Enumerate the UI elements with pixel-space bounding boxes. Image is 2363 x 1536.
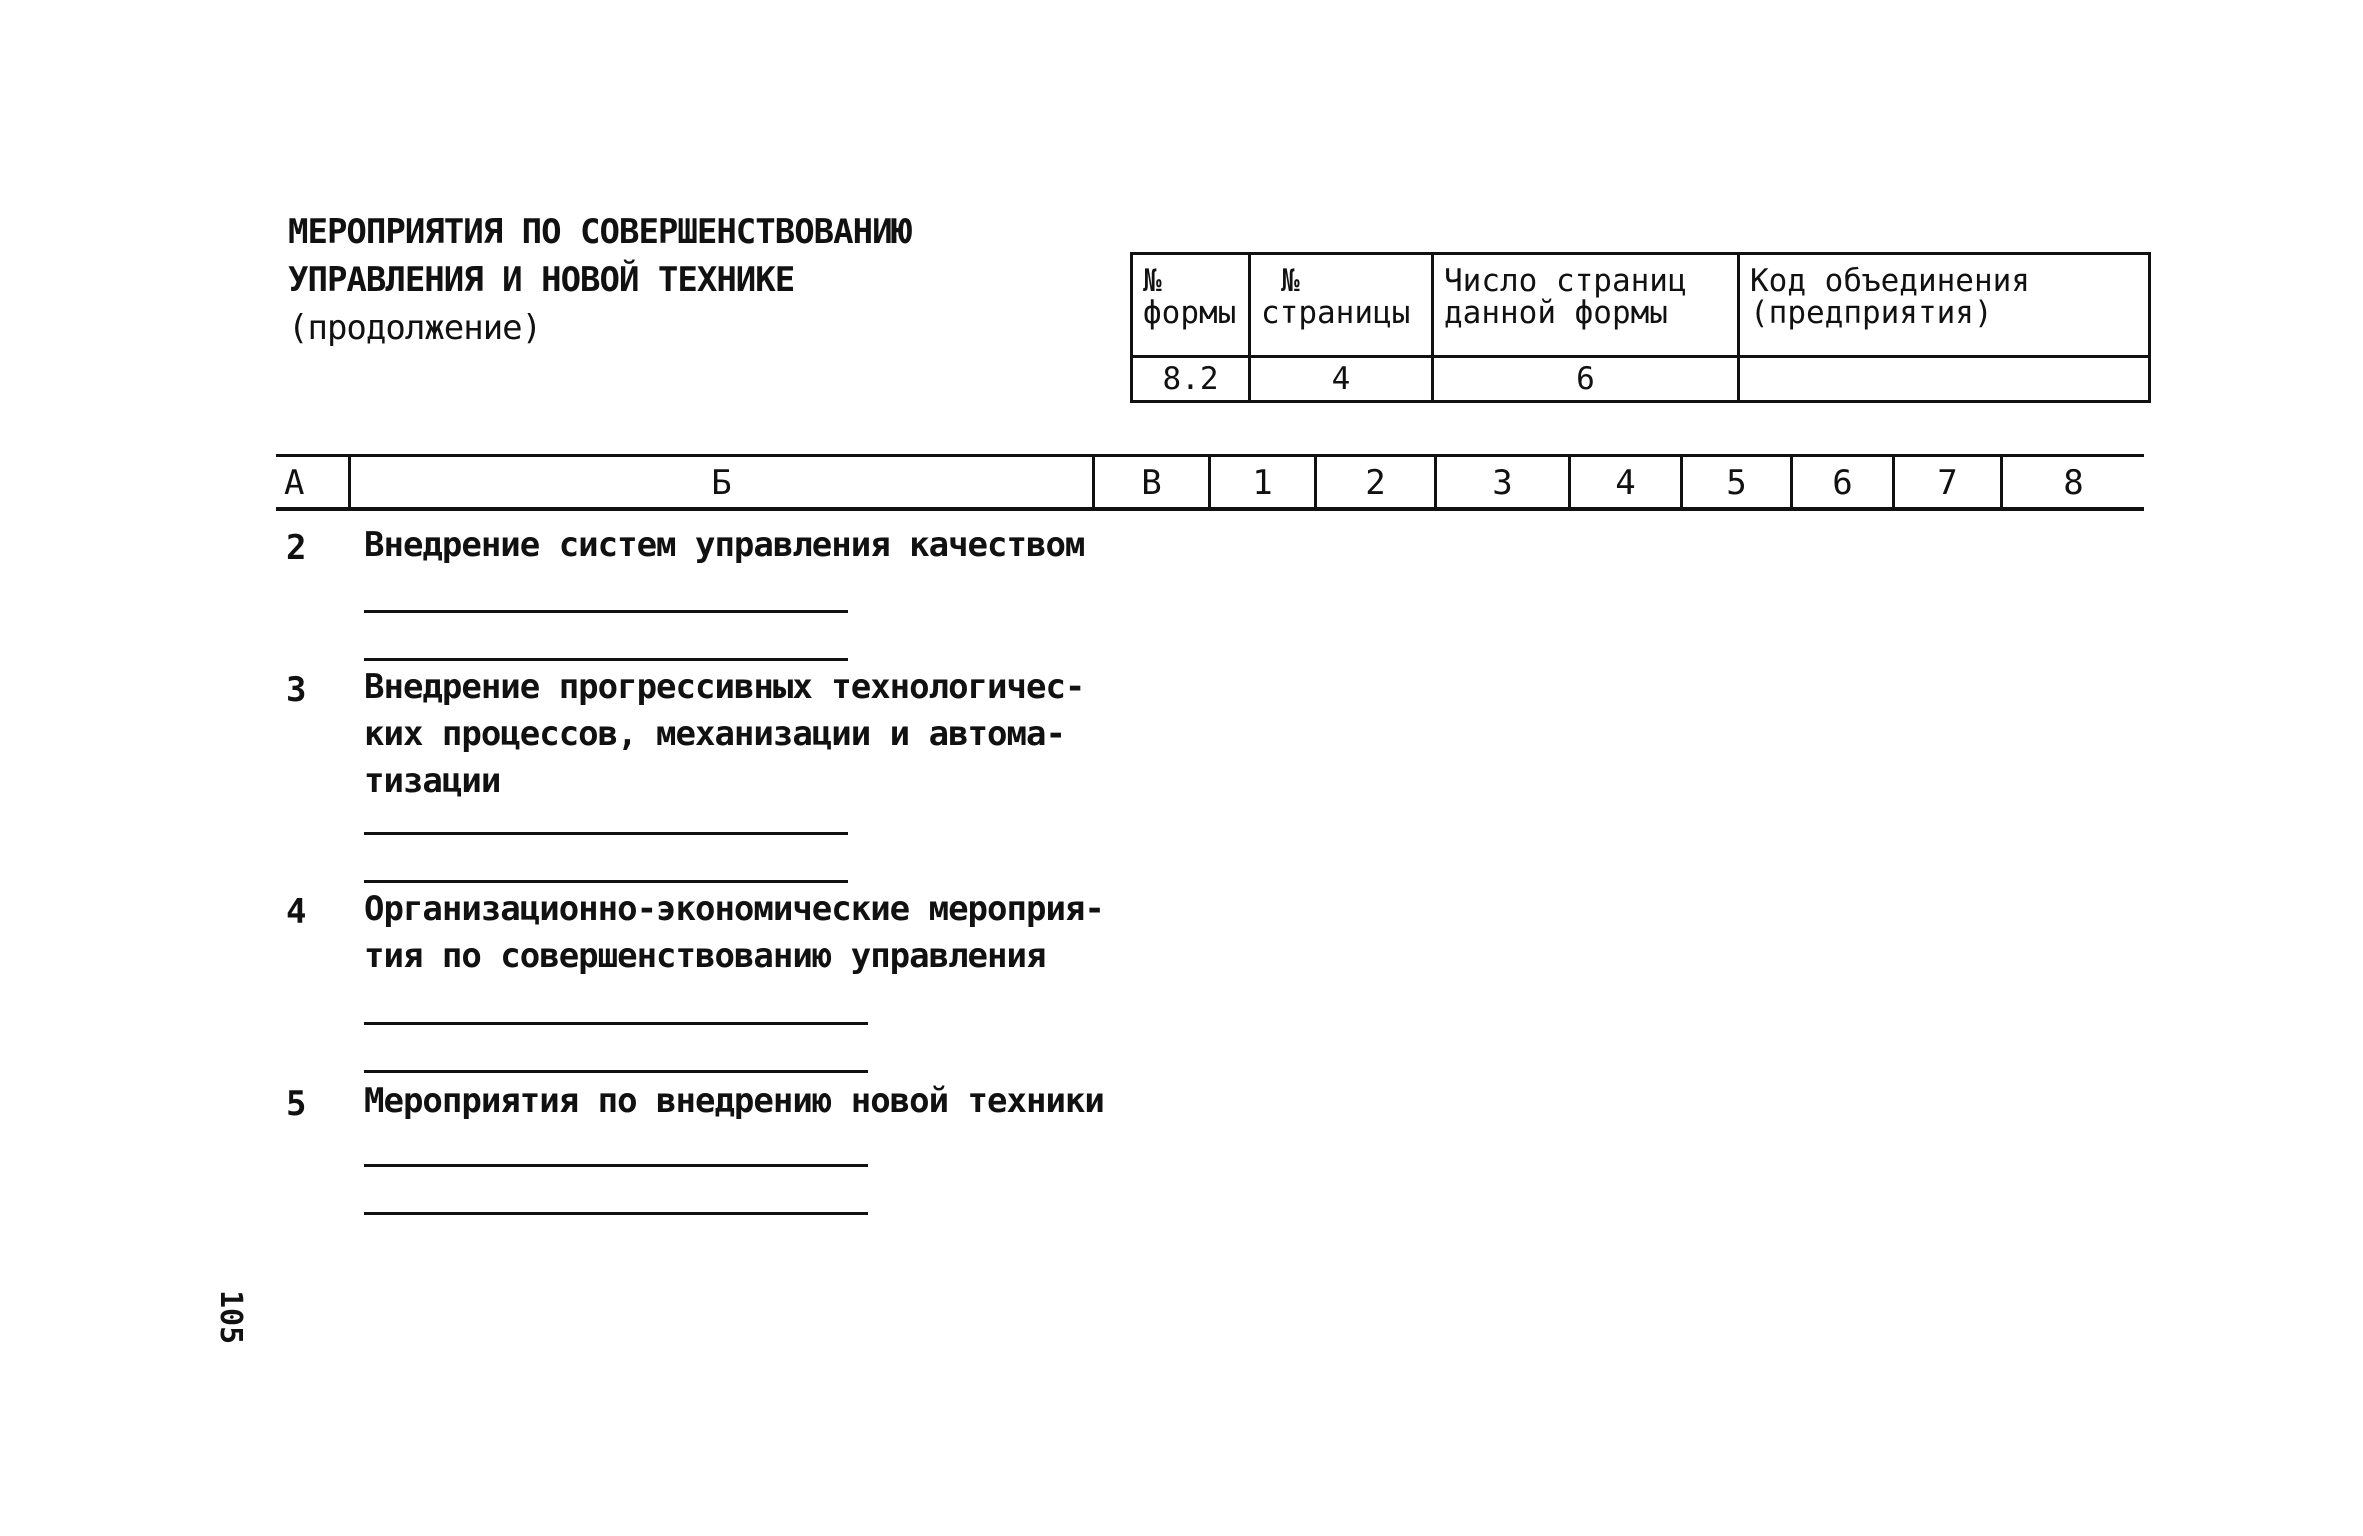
column-header-3: 3 (1434, 457, 1568, 507)
org-code-header (1739, 254, 2150, 357)
form-number-value: 8.2 (1132, 357, 1250, 402)
column-header-strip (276, 454, 2144, 511)
pages-count-header-line-2: данной формы (1444, 295, 1668, 331)
org-code-header-line-1: Код объединения (1750, 263, 2030, 299)
pages-count-header-line-1: Число страниц (1444, 263, 1687, 299)
org-code-header-line-2: (предприятия) (1750, 295, 1993, 331)
column-header-6: 6 (1790, 457, 1892, 507)
form-number-header-label: формы (1143, 295, 1237, 331)
row-text-line: Внедрение прогрессивных технологичес- (364, 667, 1085, 707)
fill-in-line (364, 832, 848, 835)
row-number: 5 (286, 1084, 307, 1124)
fill-in-line (364, 1164, 868, 1167)
row-text-line: Внедрение систем управления качеством (364, 525, 1085, 565)
row-text-line: тизации (364, 761, 501, 801)
page-number-header-sign: № (1281, 263, 1300, 299)
fill-in-line (364, 1212, 868, 1215)
column-header-2: 2 (1314, 457, 1434, 507)
fill-in-line (364, 1022, 868, 1025)
page-number-header (1250, 254, 1433, 357)
column-header-1: 1 (1208, 457, 1314, 507)
form-number-header (1132, 254, 1250, 357)
page-number-header-label: страницы (1261, 295, 1411, 331)
pages-count-header (1433, 254, 1739, 357)
fill-in-line (364, 1070, 868, 1073)
column-header-4: 4 (1568, 457, 1680, 507)
row-number: 3 (286, 670, 307, 710)
form-info-table (1130, 252, 2151, 403)
row-text (364, 664, 1084, 805)
column-header-b: Б (348, 457, 1092, 507)
fill-in-line (364, 658, 848, 661)
row-text-line: ких процессов, механизации и автома- (364, 714, 1065, 754)
row-text-line: Организационно-экономические мероприя- (364, 889, 1104, 929)
column-header-5: 5 (1680, 457, 1790, 507)
column-header-7: 7 (1892, 457, 2000, 507)
document-title-line-2: УПРАВЛЕНИЯ И НОВОЙ ТЕХНИКЕ (288, 260, 795, 300)
page-number: 105 (213, 1290, 248, 1345)
fill-in-line (364, 610, 848, 613)
fill-in-line (364, 880, 848, 883)
pages-count-value: 6 (1433, 357, 1739, 402)
page-number-value: 4 (1250, 357, 1433, 402)
column-header-v: В (1092, 457, 1208, 507)
form-number-header-sign: № (1143, 263, 1162, 299)
column-header-8: 8 (2000, 457, 2144, 507)
row-text (364, 522, 1084, 569)
row-text (364, 1078, 1104, 1125)
document-title-line-1: МЕРОПРИЯТИЯ ПО СОВЕРШЕНСТВОВАНИЮ (288, 212, 912, 252)
org-code-value (1739, 357, 2150, 402)
column-header-a: А (284, 463, 305, 503)
row-number: 4 (286, 892, 307, 932)
row-number: 2 (286, 528, 307, 568)
document-subtitle: (продолжение) (288, 308, 542, 348)
row-text-line: Мероприятия по внедрению новой техники (364, 1081, 1104, 1121)
row-text (364, 886, 1104, 980)
row-text-line: тия по совершенствованию управления (364, 936, 1046, 976)
